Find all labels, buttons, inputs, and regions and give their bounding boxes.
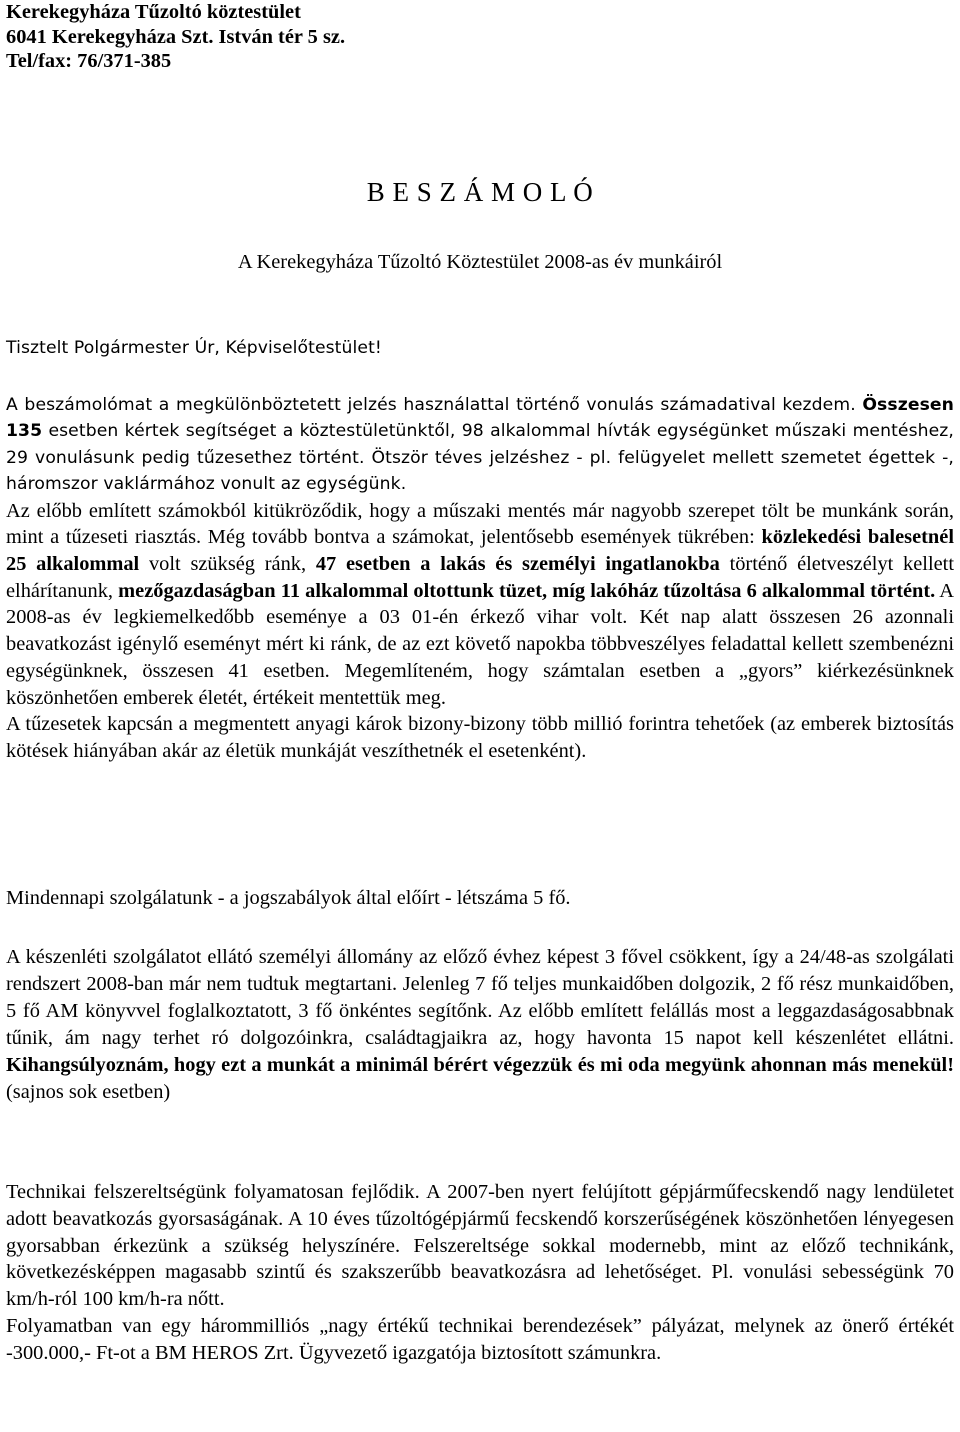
p1-text-1: A beszámolómat a megkülönböztetett jelzés használattal történő vonulás számadatival kezdem. xyxy=(6,395,863,415)
org-address: 6041 Kerekegyháza Szt. István tér 5 sz. xyxy=(6,25,346,48)
paragraph-damages: A tűzesetek kapcsán a megmentett anyagi károk bizony-bizony több millió forintra tehetőek (az emberek biztosítás kötések hiányában akár az életük munkáját veszíthetnék el esetenként). xyxy=(6,713,954,762)
p1-bold-total: Összesen 135 xyxy=(6,395,954,442)
p1b-bold-homes: 47 esetben a lakás és személyi ingatlanokba xyxy=(315,553,720,576)
paragraph-staff xyxy=(6,944,954,1105)
document-title: B E S Z Á M O L Ó xyxy=(366,177,594,207)
paragraph-daily-service: Mindennapi szolgálatunk - a jogszabályok által előírt - létszáma 5 fő. xyxy=(6,887,571,909)
document-subtitle: A Kerekegyháza Tűzoltó Köztestület 2008-as év munkáiról xyxy=(237,251,723,273)
p1b-text-4: A 2008-as év legkiemelkedőbb eseménye a 03 01-én érkező vihar volt. Két nap alatt összesen 26 azonnali beavatkozást igénylő eseményt mért ki ránk, de az ezt követő napokba többveszélyes feladattal kellett szembenézni egységünknek, összesen 41 esetben. Megemlíteném, hogy számtalan esetben a „gyors” kiérkezésünknek köszönhetően emberek életét, értékeit mentettük meg. xyxy=(6,579,955,709)
p1-text-2: esetben kértek segítséget a köztestületünktől, 98 alkalommal hívták egységünket műszaki mentéshez, 29 vonulásunk pedig tűzesethez történt. Ötször téves jelzéshez - pl. felügyelet mellett szemetet égettek -, háromszor vaklármához vonult az egységünk. xyxy=(6,421,954,495)
paragraph-equipment: Technikai felszereltségünk folyamatosan fejlődik. A 2007-ben nyert felújított gépjárműfecskendő nagy lendületet adott beavatkozás gyorsaságának. A 10 éves tűzoltógépjármű fecskendő korszerűségének köszönhetően lényegesen gyorsabban érkezünk a szükség helyszínére. Felszereltsége sokkal modernebb, mint az előző technikánk, következésképpen magasabb szintű és szakszerűbb beavatkozásra ad lehetőséget. Pl. vonulási sebességünk 70 km/h-ról 100 km/h-ra nőtt. xyxy=(6,1181,954,1311)
org-phone: Tel/fax: 76/371-385 xyxy=(6,50,172,72)
p4-text-1: A készenléti szolgálatot ellátó személyi állomány az előző évhez képest 3 fővel csökkent, így a 24/48-as szolgálati rendszert 2008-ban már nem tudtuk megtartani. Jelenleg 7 fő teljes munkaidőben dolgozik, 2 fő rész munkaidőben, 5 fő AM könyvvel foglalkoztatott, 3 fő önkéntes segítőnk. Az előbb említett felállás most a leggazdaságosabbnak tűnik, ám nagy terhet ró dolgozóinkra, családtagjaikra az, hogy havonta 15 napot kell készenlétet ellátni. xyxy=(6,946,954,1049)
p1b-text-2: volt szükség ránk, xyxy=(139,553,316,576)
p4-bold-emphasis: Kihangsúlyoznám, hogy ezt a munkát a minimál bérért végezzük és mi oda megyünk ahonnan más menekül! xyxy=(6,1053,954,1076)
letterhead xyxy=(6,0,345,74)
p1b-bold-agriculture: mezőgazdaságban 11 alkalommal oltottunk tüzet, míg lakóház tűzoltása 6 alkalommal történt. xyxy=(118,579,936,602)
paragraph-statistics xyxy=(6,392,954,765)
org-name: Kerekegyháza Tűzoltó köztestület xyxy=(6,1,301,23)
p4-text-2: (sajnos sok esetben) xyxy=(6,1080,171,1103)
p1b-text-3: történő életveszélyt kellett elhárítanunk, xyxy=(6,553,955,602)
p1b-text-1: Az előbb említett számokból kitükröződik, hogy a műszaki mentés már nagyobb szerepet tölt be munkánk során, mint a tűzeseti riasztás. Még tovább bontva a számokat, jelentősebb események tükrében: xyxy=(6,499,954,549)
paragraph-equipment-block xyxy=(6,1179,954,1367)
salutation: Tisztelt Polgármester Úr, Képviselőtestület! xyxy=(6,338,382,358)
p1b-bold-traffic: közlekedési balesetnél 25 alkalommal xyxy=(6,526,954,576)
paragraph-tender: Folyamatban van egy hárommilliós „nagy értékű technikai berendezések” pályázat, melynek az önerő értékét -300.000,- Ft-ot a BM HEROS Zrt. Ügyvezető igazgatója biztosított számunkra. xyxy=(6,1314,954,1364)
